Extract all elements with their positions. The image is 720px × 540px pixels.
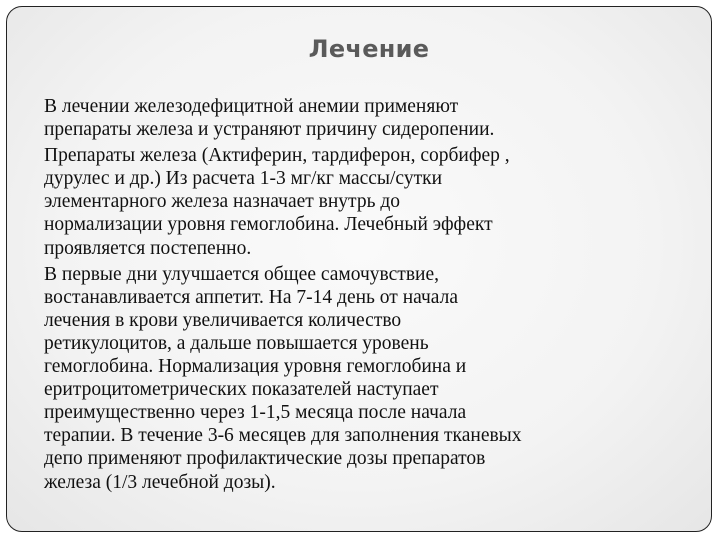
text-line: железа (1/3 лечебной дозы).: [44, 471, 276, 493]
text-line: гемоглобина. Нормализация уровня гемоглобина и: [44, 356, 467, 378]
text-line: В лечении железодефицитной анемии применяют: [44, 96, 459, 117]
text-line: востанавливается аппетит. На 7-14 день от начала: [44, 286, 459, 308]
text-line: лечения в крови увеличивается количество: [44, 309, 402, 331]
slide-body: [44, 95, 694, 497]
text-line: нормализации уровня гемоглобина. Лечебный эффект: [44, 214, 493, 236]
text-line: В первые дни улучшается общее самочувствие,: [44, 263, 439, 285]
text-line: проявляется постепенно.: [44, 237, 252, 259]
text-line: дурулес и др.) Из расчета 1-3 мг/кг массы/сутки: [44, 168, 443, 190]
paragraph-3: [44, 263, 694, 494]
text-line: еритроцитометрических показателей наступает: [44, 379, 439, 401]
paragraph-1: [44, 95, 694, 141]
text-line: элементарного железа назначает внутрь до: [44, 191, 401, 213]
text-line: депо применяют профилактические дозы препаратов: [44, 448, 486, 470]
text-line: терапии. В течение 3-6 месяцев для заполнения тканевых: [44, 425, 522, 447]
slide-frame: [6, 6, 712, 532]
text-line: препараты железа и устраняют причину сидеропении.: [44, 119, 495, 141]
text-line: преимущественно через 1-1,5 месяца после начала: [44, 402, 467, 424]
text-line: Препараты железа (Актиферин, тардиферон, сорбифер ,: [44, 145, 510, 167]
slide-title: Лечение: [308, 35, 430, 63]
paragraph-2: [44, 144, 694, 259]
text-line: ретикулоцитов, а дальше повышается уровень: [44, 332, 429, 354]
